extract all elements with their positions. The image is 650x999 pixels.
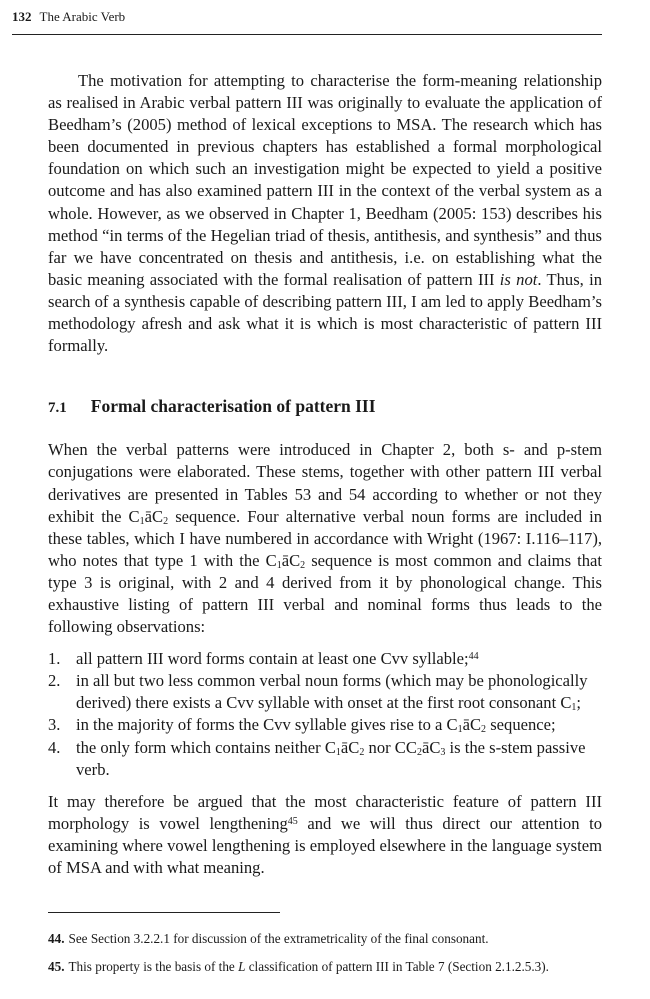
list-text: nor C — [364, 737, 406, 757]
footnote-ref: 44 — [468, 651, 479, 663]
sub: 1 — [276, 559, 282, 571]
sub: 2 — [416, 746, 422, 758]
sub: 2 — [163, 515, 169, 527]
list-text: in the majority of forms the Cvv syllable gives rise to a C — [76, 715, 458, 735]
vowel: ā — [340, 737, 349, 757]
intro-paragraph — [48, 70, 602, 357]
vowel: ā — [144, 506, 153, 526]
cons: C — [469, 715, 482, 735]
footnote-text: This property is the basis of the — [68, 959, 239, 974]
sub: 1 — [139, 515, 145, 527]
sub: 1 — [335, 746, 341, 758]
section-text-1: When the verbal patterns were introduced in Chapter 2, both s- and p-stem conjugations were elaborated. These stems, together with other pattern III verbal derivatives are presented in Tables 53 and 54 according to whether or not they exhibit the C — [48, 440, 602, 526]
closing-paragraph — [48, 791, 602, 879]
list-number: 4. — [48, 737, 61, 757]
sub: 2 — [359, 746, 365, 758]
list-number: 3. — [48, 715, 61, 735]
section-paragraph — [48, 439, 602, 638]
cons: C — [152, 506, 164, 526]
list-text: all pattern III word forms contain at least one Cvv syllable; — [76, 649, 469, 669]
list-number: 1. — [48, 649, 61, 669]
list-item: 2. in all but two less common verbal noun forms (which may be phonologically derived) there exists a Cvv syllable with onset at the first root consonant $C_1$; — [48, 671, 588, 714]
cons: C — [289, 550, 301, 570]
list-number: 2. — [48, 671, 61, 691]
intro-tail: . Thus, in search of a synthesis capable of describing pattern III, I am led to apply Beedham’s methodology afresh and ask what it is which is most characteristic of pattern III formally. — [48, 269, 603, 356]
footnote-number: 45. — [48, 959, 65, 974]
page-body — [48, 70, 602, 879]
sub: 3 — [440, 746, 446, 758]
footnote-45 — [48, 958, 608, 975]
section-title: Formal characterisation of pattern III — [90, 396, 376, 417]
footnote-number: 44. — [48, 931, 65, 946]
vowel: ā — [281, 550, 290, 570]
sub: 2 — [481, 724, 487, 736]
list-text: is the s-stem passive verb. — [76, 737, 586, 779]
running-header — [12, 8, 602, 35]
footnote-ref: 45 — [287, 815, 298, 827]
section-number: 7.1 — [48, 400, 67, 417]
section-text-3: sequence is most common and claims that type 3 is original, with 2 and 4 derived from it by phonological change. This exhaustive listing of pattern III verbal and nominal forms thus leads to the following observations: — [48, 550, 603, 637]
running-title: The Arabic Verb — [39, 9, 126, 24]
closing-text-2: and we will thus direct our attention to examining where vowel lengthening is employed elsewhere in the language system of MSA and with what meaning. — [48, 813, 602, 877]
section-heading — [48, 395, 602, 419]
intro-italic: is not — [499, 269, 538, 289]
list-item — [48, 737, 602, 781]
section-text-2: sequence. Four alternative verbal noun forms are included in these tables, which I have numbered in accordance with Wright (1967: I.116–117), who notes that type 1 with the C — [48, 506, 602, 570]
sub: 2 — [300, 559, 306, 571]
list-text: the only form which contains neither C — [76, 737, 336, 757]
cons: C — [429, 737, 441, 757]
list-text: in all but two less common verbal noun forms (which may be phonologically derived) there exists a Cvv syllable with onset at the first root consonant C — [76, 671, 588, 713]
footnote-44 — [48, 930, 608, 947]
vowel: ā — [421, 737, 430, 757]
page-number: 132 — [12, 9, 32, 24]
intro-text: The motivation for attempting to characterise the form-meaning relationship as realised in Arabic verbal pattern III was originally to evaluate the application of Beedham’s (2005) method of lexical exceptions to MSA. The research which has been documented in previous chapters has established a formal morphological foundation on which such an investigation might be expected to yield a positive outcome and has also examined pattern III in the context of the verbal system as a whole. However, as we observed in Chapter 1, Beedham (2005: 153) describes his method “in terms of the Hegelian triad of thesis, antithesis, and synthesis” and thus far we have concentrated on thesis and antithesis, i.e. on establishing what the basic meaning associated with the formal realisation of pattern III — [48, 71, 602, 289]
closing-text-1: It may therefore be argued that the most characteristic feature of pattern III morphology is vowel lengthening — [48, 791, 602, 833]
cons: C — [405, 737, 417, 757]
footnote-rule — [48, 912, 280, 913]
footnote-text: classification of pattern III in Table 7 (Section 2.1.2.5.3). — [245, 959, 549, 974]
footnote-text: See Section 3.2.2.1 for discussion of the extrametricality of the final consonant. — [68, 931, 489, 946]
sub: 1 — [457, 724, 463, 736]
sub: 1 — [571, 702, 577, 714]
list-item: 3. in the majority of forms the Cvv syllable gives rise to a $C_1āC_2$ sequence; — [48, 715, 556, 736]
cons: C — [348, 737, 360, 757]
footnote-italic: L — [238, 959, 246, 974]
list-item — [48, 648, 602, 670]
vowel: ā — [462, 715, 470, 735]
observations-list — [48, 648, 602, 781]
